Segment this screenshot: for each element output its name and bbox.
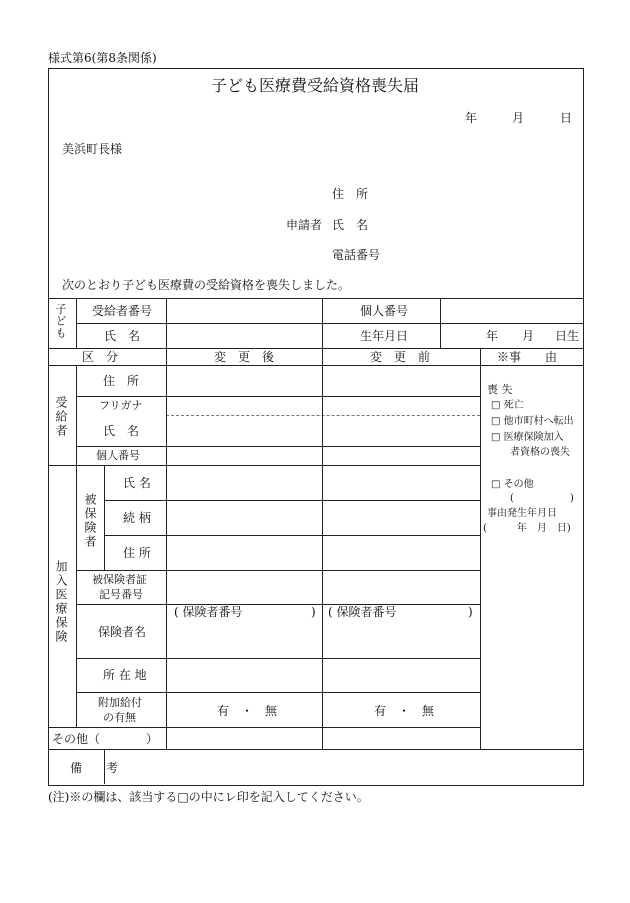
personal-number-label: 個人番号 — [360, 304, 409, 318]
insured-line-2 — [104, 535, 480, 536]
reason-option-death[interactable]: □ 死亡 — [491, 400, 524, 411]
card-label-2: 記号番号 — [99, 588, 143, 601]
header-reason: ※事 由 — [497, 350, 558, 364]
applicant-name-label: 氏 名 — [332, 218, 369, 232]
birth-month[interactable]: 月 — [522, 329, 535, 343]
after-before-divider — [322, 298, 323, 749]
insurer-number-after-label: ( 保険者番号 — [174, 605, 243, 619]
reason-option-insurance-cont: 者資格の喪失 — [510, 447, 570, 458]
label-column-divider — [166, 298, 167, 749]
reason-loss-label: 喪 失 — [487, 383, 513, 396]
addressee: 美浜町長様 — [62, 142, 123, 156]
recipient-bottom-line — [48, 465, 480, 466]
recipient-section-label: 受給者 — [54, 396, 68, 438]
reason-option-insurance[interactable]: □ 医療保険加入 — [491, 432, 564, 443]
child-label-divider — [76, 298, 77, 348]
birth-year[interactable]: 年 — [486, 329, 499, 343]
form-number: 様式第6(第8条関係) — [48, 51, 157, 65]
applicant-label: 申請者 — [286, 218, 323, 232]
date-year[interactable]: 年 — [465, 111, 478, 125]
insurer-number-before-close: ) — [468, 605, 473, 619]
child-value-divider — [440, 298, 441, 348]
header-after: 変 更 後 — [214, 350, 275, 364]
insured-name-label: 氏 名 — [123, 476, 151, 490]
insured-line-1 — [104, 500, 480, 501]
header-before: 変 更 前 — [370, 350, 431, 364]
recipient-number-label: 受給者番号 — [92, 304, 153, 318]
form-title: 子ども医療費受給資格喪失届 — [210, 76, 419, 95]
recipient-address-label: 住 所 — [103, 374, 140, 388]
statement: 次のとおり子ども医療費の受給資格を喪失しました。 — [62, 278, 351, 292]
child-divider-line — [76, 323, 583, 324]
insurer-name-label: 保険者名 — [98, 625, 147, 639]
birth-day[interactable]: 日生 — [555, 329, 580, 343]
child-bottom-line — [48, 348, 583, 349]
recipient-name-label: 氏 名 — [103, 424, 140, 438]
insured-label-divider — [104, 465, 105, 570]
recipient-line-2 — [76, 446, 480, 447]
child-section-label: 子ども — [54, 303, 67, 339]
date-day[interactable]: 日 — [560, 111, 573, 125]
card-label-1: 被保険者証 — [92, 573, 147, 586]
footnote: (注)※の欄は、該当する□の中にレ印を記入してください。 — [48, 790, 369, 804]
reason-occurrence-date[interactable]: ( 年 月 日) — [483, 523, 571, 534]
recipient-personal-number-label: 個人番号 — [96, 449, 140, 462]
location-label: 所 在 地 — [103, 668, 147, 682]
header-bottom-line — [48, 365, 583, 366]
benefit-label-2: の有無 — [103, 711, 136, 724]
furigana-dashed-line — [166, 415, 480, 416]
reason-option-other[interactable]: □ その他 — [491, 479, 534, 490]
insured-label: 被保険者 — [83, 493, 97, 549]
other-row-close: ） — [146, 732, 159, 746]
birthdate-label: 生年月日 — [360, 329, 409, 343]
insured-address-label: 住 所 — [123, 546, 151, 560]
insurance-section-label: 加入医療保険 — [54, 560, 68, 644]
location-bottom-line — [76, 692, 480, 693]
table-top-line — [48, 298, 583, 299]
remarks-label: 備 考 — [70, 761, 119, 775]
section-label-divider — [76, 365, 77, 727]
other-bottom-line — [48, 749, 583, 750]
insurer-number-before-label: ( 保険者番号 — [328, 605, 397, 619]
recipient-line-1 — [76, 396, 480, 397]
reason-column-divider — [480, 348, 481, 749]
header-category: 区 分 — [82, 350, 119, 364]
reason-occurrence-label: 事由発生年月日 — [487, 508, 557, 519]
benefit-bottom-line — [48, 727, 480, 728]
benefit-label-1: 附加給付 — [98, 696, 142, 709]
applicant-address-label: 住 所 — [332, 187, 369, 201]
card-bottom-line — [76, 604, 480, 605]
recipient-furigana-label: フリガナ — [99, 399, 143, 412]
benefit-yes-no-before[interactable]: 有 ・ 無 — [374, 704, 435, 718]
reason-other-open: ( — [510, 493, 514, 504]
applicant-phone-label: 電話番号 — [332, 248, 381, 262]
date-month[interactable]: 月 — [512, 111, 525, 125]
insurer-number-after-close: ) — [311, 605, 316, 619]
child-name-label: 氏 名 — [104, 329, 141, 343]
other-row-label: その他（ — [52, 732, 101, 746]
reason-other-close: ) — [570, 493, 574, 504]
insured-bottom-line — [76, 570, 480, 571]
benefit-yes-no-after[interactable]: 有 ・ 無 — [217, 704, 278, 718]
insured-relation-label: 続 柄 — [123, 511, 151, 525]
reason-option-moved[interactable]: □ 他市町村へ転出 — [491, 416, 574, 427]
insurer-bottom-line — [76, 658, 480, 659]
